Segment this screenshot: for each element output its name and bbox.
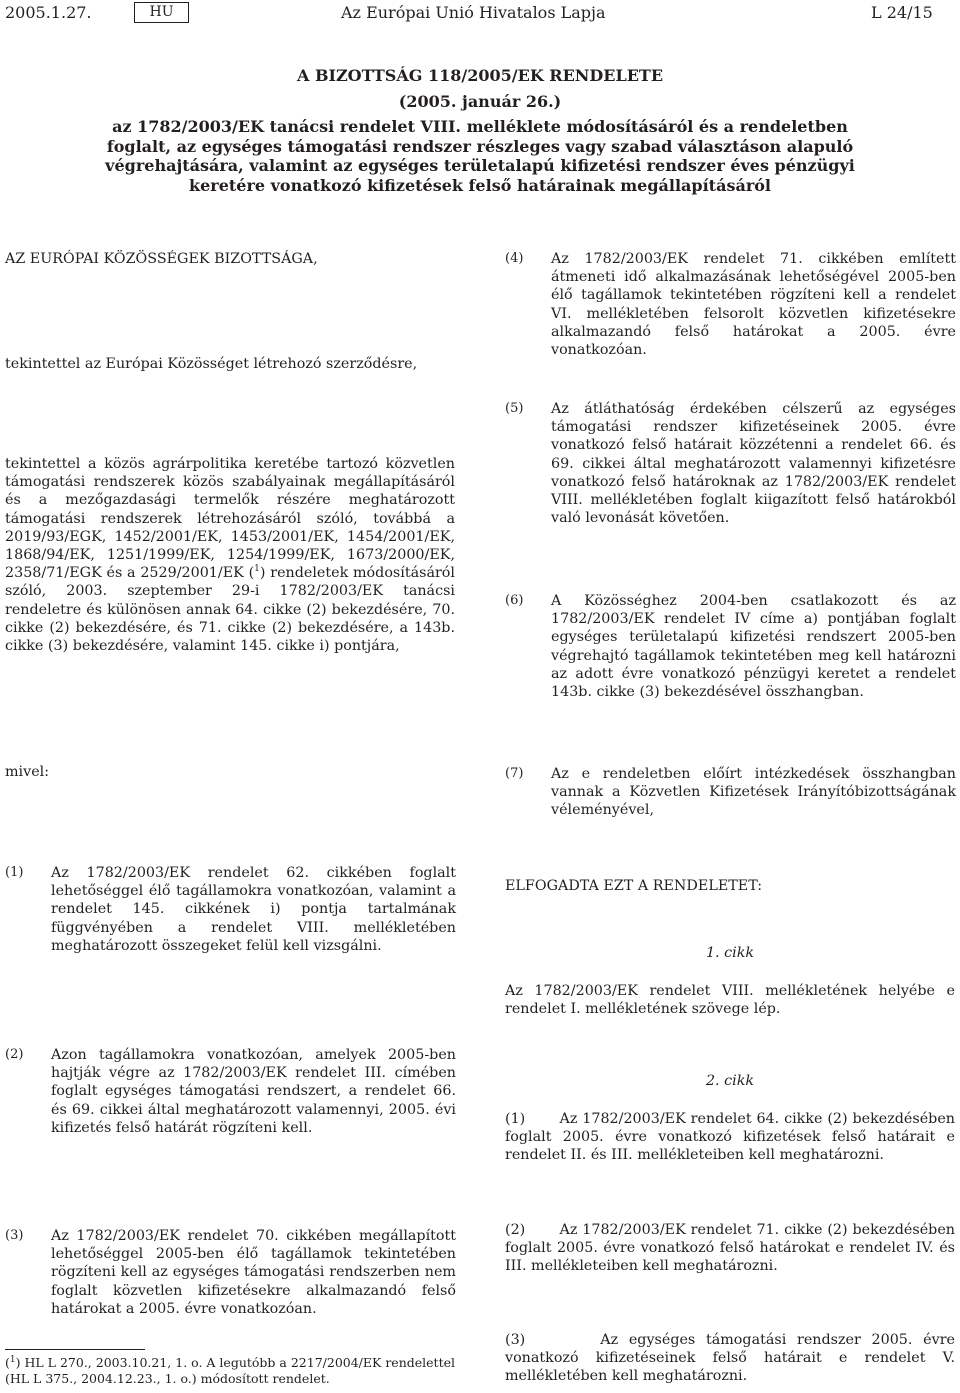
recital-6 — [505, 592, 956, 701]
recital-3 — [5, 1227, 456, 1318]
recital-number: (3) — [5, 1228, 24, 1243]
article-1-heading: 1. cikk — [705, 945, 755, 961]
recital-7 — [505, 765, 956, 820]
recital-number: (1) — [5, 865, 24, 880]
article-2-heading: 2. cikk — [705, 1073, 755, 1089]
enacting-formula: ELFOGADTA EZT A RENDELETET: — [505, 878, 763, 894]
recital-5 — [505, 400, 956, 527]
citation-regulation-text-cont: rendeletek módosításáról szóló, 2003. szeptember 29-i 1782/2003/EK tanácsi rendeletre és különösen annak 64. cikke (2) bekezdésére, 70. cikke (2) bekezdésére, és 71. cikke (2) bekezdésére, a 143b. cikke (3) bekezdésére, valamint 145. cikke i) pontjára, — [5, 565, 455, 655]
page-reference: L 24/15 — [871, 3, 933, 22]
recital-number: (4) — [505, 251, 524, 266]
recital-2 — [5, 1046, 456, 1137]
recital-1 — [5, 864, 456, 955]
recital-text: Az 1782/2003/EK rendelet 70. cikkében megállapított lehetőséggel 2005-ben élő tagállamok tekintetében rögzíteni kell az egységes támogatási rendszerben nem foglalt közvetlen kifizetésekre alkalmazandó felső határokat a 2005. évre vonatkozóan. — [51, 1228, 456, 1317]
recital-number: (6) — [505, 593, 524, 608]
footnote-reference[interactable]: 1 — [254, 564, 260, 575]
footnote-mark: 1 — [9, 1354, 16, 1365]
footnote-1: ($^1$) HL L 270., 2003.10.21, 1. o. A legutóbb a 2217/2004/EK rendelettel (HL L 375., 2004.12.23., 1. o.) módosított rendelet. — [5, 1354, 455, 1386]
recital-text: Az átláthatóság érdekében célszerű az egységes támogatási rendszer kifizetéseinek 2005. évre vonatkozó felső határait közzétenni a rendelet 66. és 69. cikkei által meghatározott valamennyi kifizetésre vonatkozó felső határoknak az 1782/2003/EK rendelet VIII. mellékletében foglalt kiigazított felső határokból való levonását követően. — [551, 401, 956, 527]
article-2-paragraph-1: (1) Az 1782/2003/EK rendelet 64. cikke (2) bekezdésében foglalt 2005. évre vonatkozó kifizetések felső határait e rendelet II. és III. mellékleteiben kell meghatározni. — [505, 1111, 955, 1164]
article-2-paragraph-2: (2) Az 1782/2003/EK rendelet 71. cikke (2) bekezdésében foglalt 2005. évre vonatkozó felső határokat e rendelet IV. és III. mellékleteiben kell meghatározni. — [505, 1222, 955, 1275]
recital-text: Az 1782/2003/EK rendelet 71. cikkében említett átmeneti idő alkalmazásának lehetőségével 2005-ben élő tagállamok tekintetében rögzíteni kell a rendelet VI. mellékletében felsorolt közvetlen kifizetésekre alkalmazandó felső határokat a 2005. évre vonatkozóan. — [551, 251, 956, 359]
recital-number: (2) — [5, 1047, 24, 1062]
article-2-paragraph-3: (3) Az egységes támogatási rendszer 2005. évre vonatkozó kifizetéseinek felső határait e rendelet V. mellékletében kell meghatározni. — [505, 1332, 955, 1385]
recital-text: A Közösséghez 2004-ben csatlakozott és az 1782/2003/EK rendelet IV címe a) pontjában foglalt egységes területalapú kifizetési rendszert 2005-ben végrehajtó tagállamok tekintetében meg kell határozni az adott évre vonatkozó pénzügyi keretet a rendelet 143b. cikke (3) bekezdésével összhangban. — [551, 593, 956, 701]
footnote-divider — [5, 1349, 145, 1350]
citation-regulation-text: tekintettel a közös agrárpolitika keretébe tartozó közvetlen támogatási rendszerek közös szabályainak megállapításáról és a mezőgazdasági termelők részére meghatározott támogatási rendszerek létrehozásáról szóló, továbbá a 2019/93/EGK, 1452/2001/EK, 1453/2001/EK, 1454/2001/EK, 1868/94/EK, 1251/1999/EK, 1254/1999/EK, 1673/2000/EK, 2358/71/EGK és a 2529/2001/EK — [5, 456, 455, 582]
language-badge: HU — [134, 2, 189, 23]
article-1-text: Az 1782/2003/EK rendelet VIII. mellékletének helyébe e rendelet I. mellékletének szövege lép. — [505, 983, 955, 1018]
citation-treaty: tekintettel az Európai Közösséget létrehozó szerződésre, — [5, 356, 418, 372]
journal-title: Az Európai Unió Hivatalos Lapja — [341, 3, 606, 22]
footnote-text: HL L 270., 2003.10.21, 1. o. A legutóbb a 2217/2004/EK rendelettel (HL L 375., 2004.12.23., 1. o.) módosított rendelet. — [5, 1355, 455, 1386]
recital-text: Azon tagállamokra vonatkozóan, amelyek 2005-ben hajtják végre az 1782/2003/EK rendelet III. címében foglalt egységes támogatási rendszert, a rendelet 66. és 69. cikkei által meghatározott valamennyi, 2005. évi kifizetés felső határát rögzíteni kell. — [51, 1047, 456, 1136]
recital-number: (5) — [505, 401, 524, 416]
whereas-label: mivel: — [5, 764, 50, 780]
recital-4 — [505, 250, 956, 359]
citation-regulation: tekintettel a közös agrárpolitika keretébe tartozó közvetlen támogatási rendszerek közös szabályainak megállapításáról és a mezőgazdasági termelők részére meghatározott támogatási rendszerek létrehozásáról szóló, továbbá a 2019/93/EGK, 1452/2001/EK, 1453/2001/EK, 1454/2001/EK, 1868/94/EK, 1251/1999/EK, 1254/1999/EK, 1673/2000/EK, 2358/71/EGK és a 2529/2001/EK ($^1$) rendeletek módosításáról szóló, 2003. szeptember 29-i 1782/2003/EK tanácsi rendeletre és különösen annak 64. cikke (2) bekezdésére, 70. cikke (2) bekezdésére, és 71. cikke (2) bekezdésére, a 143b. cikke (3) bekezdésére, valamint 145. cikke i) pontjára, — [5, 456, 455, 655]
regulation-date: (2005. január 26.) — [398, 92, 562, 111]
recital-number: (7) — [505, 766, 524, 781]
issuing-authority: AZ EURÓPAI KÖZÖSSÉGEK BIZOTTSÁGA, — [5, 251, 318, 267]
recital-text: Az 1782/2003/EK rendelet 62. cikkében foglalt lehetőséggel élő tagállamokra vonatkozóan, valamint a rendelet 145. cikkének i) pontja tartalmának függvényében a rendelet VIII. mellékletében meghatározott összegeket felül kell vizsgálni. — [51, 865, 456, 954]
regulation-title: A BIZOTTSÁG 118/2005/EK RENDELETE — [296, 66, 664, 85]
publication-date: 2005.1.27. — [5, 3, 92, 22]
recital-text: Az e rendeletben előírt intézkedések összhangban vannak a Közvetlen Kifizetések Irányítóbizottságának véleményével, — [551, 766, 956, 819]
regulation-subject: az 1782/2003/EK tanácsi rendelet VIII. melléklete módosításáról és a rendeletben foglalt, az egységes támogatási rendszer részleges vagy szabad választáson alapuló végrehajtására, valamint az egységes területalapú kifizetési rendszer éves pénzügyi keretére vonatkozó kifizetések felső határainak megállapításáról — [105, 117, 855, 195]
